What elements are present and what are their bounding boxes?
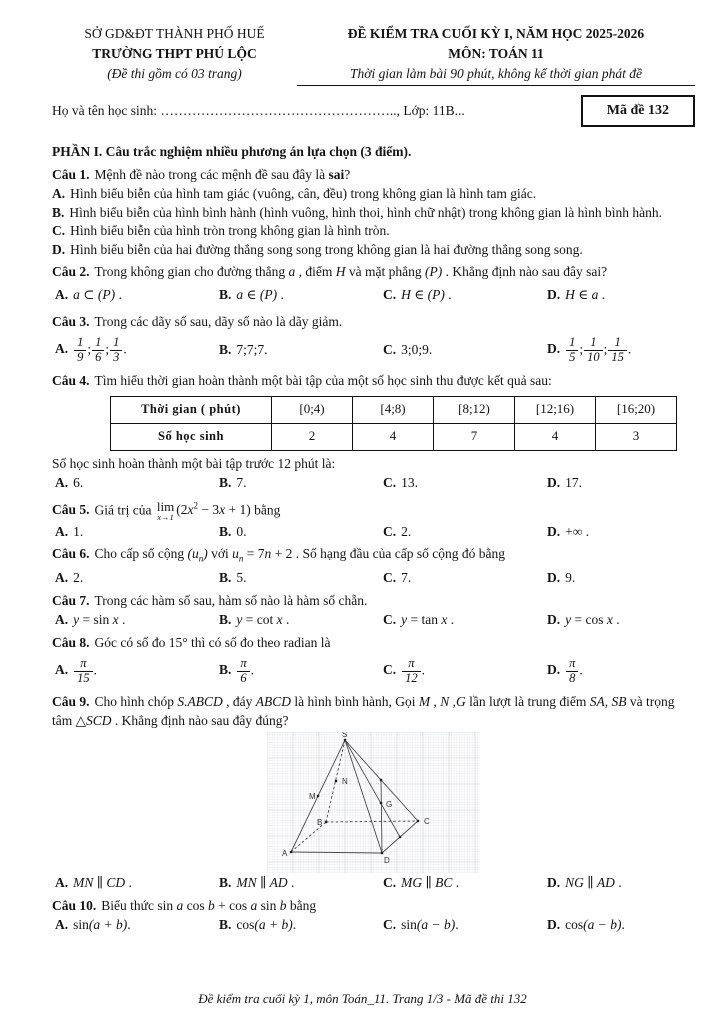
- exam-duration: Thời gian làm bài 90 phút, không kể thời gian phát đề: [297, 64, 695, 86]
- exam-code-box: Mã đề 132: [581, 95, 695, 128]
- svg-text:A: A: [282, 849, 288, 859]
- table-row: Số học sinh 2 4 7 4 3: [111, 423, 677, 450]
- question-4: [52, 372, 695, 493]
- limit-notation: lim x→1: [156, 499, 175, 523]
- question-8-stem: Câu 8. Góc có số đo 15° thì có số đo theo radian là: [52, 634, 331, 650]
- question-1-option-d: D. Hình biểu biễn của hai đường thẳng song song trong không gian là hai đường thẳng song song.: [52, 241, 583, 257]
- question-10-option-b: B. cos(a + b).: [219, 917, 297, 933]
- question-7-option-b: B. y = cot x .: [219, 612, 290, 628]
- student-name-line: Họ và tên học sinh: …………………………………………….., Lớp: 11B...: [52, 102, 465, 118]
- question-5-stem: Câu 5. Giá trị của lim x→1 $(2x^2 - 3x + 1)$ bằng: [52, 499, 281, 523]
- question-4-option-c: C. 13.: [383, 475, 418, 490]
- question-10-stem: Câu 10. Biểu thức sin a cos b + cos a sin b bằng: [52, 897, 317, 913]
- question-6-option-b: B. 5.: [219, 570, 247, 586]
- svg-text:N: N: [342, 777, 348, 787]
- question-1-option-a: A. Hình biểu biễn của hình tam giác (vuông, cân, đều) trong không gian là hình tam giác.: [52, 186, 537, 201]
- question-9-option-b: B. MN ∥ AD .: [219, 875, 295, 891]
- question-6-option-a: A. 2.: [55, 570, 84, 586]
- question-4-option-d: D. 17.: [547, 475, 582, 490]
- question-1-stem: Câu 1. Mệnh đề nào trong các mệnh đề sau đây là sai?: [52, 166, 351, 182]
- question-10-option-a: A. sin(a + b).: [55, 917, 131, 933]
- question-2-option-a: A. a ⊂ (P) .: [55, 287, 122, 303]
- question-6-option-c: C. 7.: [383, 570, 412, 586]
- question-9-option-d: D. NG ∥ AD .: [547, 875, 622, 891]
- question-9: [52, 693, 695, 893]
- page-footer: Đề kiểm tra cuối kỳ 1, môn Toán_11. Trang 1/3 - Mã đề thi 132: [198, 990, 527, 1006]
- question-7-option-c: C. y = tan x .: [383, 612, 455, 628]
- department-name: SỞ GD&ĐT THÀNH PHỐ HUẾ: [84, 26, 265, 41]
- question-3-option-a: A. $\frac{1}{9}$ ; $\frac{1}{6}$ ; $\frac{1}{3}$ .: [55, 334, 127, 364]
- question-4-stem: Câu 4. Tìm hiểu thời gian hoàn thành một bài tập của một số học sinh thu được kết quả sau:: [52, 373, 552, 388]
- svg-text:G: G: [386, 800, 393, 810]
- question-9-stem: Câu 9. Cho hình chóp S.ABCD , đáy ABCD là hình bình hành, Gọi M , N ,G lần lượt là trung điểm SA, SB và trọng tâm △SCD . Khẳng định nào sau đây đúng?: [52, 694, 675, 728]
- question-8-option-a: A. $\frac{\pi}{15}$ .: [55, 656, 97, 685]
- pyramid-figure: [267, 732, 480, 873]
- question-5: [52, 497, 695, 542]
- question-6: [52, 545, 695, 588]
- question-8-option-d: D. $\frac{\pi}{8}$ .: [547, 656, 583, 685]
- question-7-stem: Câu 7. Trong các hàm số sau, hàm số nào là hàm số chẵn.: [52, 592, 368, 608]
- question-9-option-a: A. MN ∥ CD .: [55, 875, 132, 891]
- question-5-option-d: D. +∞ .: [547, 523, 590, 539]
- question-1-option-b: B. Hình biểu biễn của hình bình hành (hình vuông, hình thoi, hình chữ nhật) trong không gian là hình bình hành.: [52, 204, 662, 220]
- svg-text:C: C: [424, 817, 430, 827]
- question-3-option-c: C. 3;0;9.: [383, 341, 433, 357]
- question-7: [52, 592, 695, 630]
- question-8-option-b: B. $\frac{\pi}{6}$ .: [219, 656, 255, 685]
- question-4-post: Số học sinh hoàn thành một bài tập trước 12 phút là:: [52, 455, 336, 471]
- question-10-option-c: C. sin(a − b).: [383, 917, 459, 933]
- question-4-option-b: B. 7.: [219, 475, 247, 490]
- question-3: [52, 313, 695, 369]
- question-7-option-a: A. y = sin x .: [55, 612, 126, 628]
- question-2-option-b: B. a ∈ (P) .: [219, 287, 284, 303]
- question-5-option-a: A. 1.: [55, 523, 84, 539]
- question-4-option-a: A. 6.: [55, 475, 84, 490]
- question-3-stem: Câu 3. Trong các dãy số sau, dãy số nào là dãy giảm.: [52, 313, 343, 329]
- q9-figure-svg: [267, 732, 480, 873]
- question-8: [52, 634, 695, 690]
- question-10-option-d: D. cos(a − b).: [547, 917, 625, 933]
- pages-note: (Đề thi gồm có 03 trang): [107, 66, 242, 81]
- svg-text:S: S: [342, 732, 348, 740]
- question-5-option-b: B. 0.: [219, 523, 247, 539]
- exam-subject: MÔN: TOÁN 11: [448, 46, 544, 61]
- table-row: Thời gian ( phút) [0;4) [4;8) [8;12) [12;16) [16;20): [111, 396, 677, 423]
- question-2: [52, 263, 695, 309]
- question-6-option-d: D. 9.: [547, 570, 576, 586]
- svg-text:B: B: [317, 818, 323, 828]
- question-3-option-d: D. $\frac{1}{5}$ ; $\frac{1}{10}$ ; $\frac{1}{15}$ .: [547, 334, 632, 364]
- question-7-option-d: D. y = cos x .: [547, 612, 620, 628]
- question-1: [52, 166, 695, 260]
- question-2-option-d: D. H ∈ a .: [547, 287, 606, 303]
- exam-header: [52, 24, 695, 86]
- part1-heading: PHẦN I. Câu trắc nghiệm nhiều phương án lựa chọn (3 điểm).: [52, 144, 412, 159]
- question-6-stem: Câu 6. Cho cấp số cộng $(u_n)$ với $u_n = 7n + 2$ . Số hạng đầu của cấp số cộng đó bằng: [52, 546, 505, 564]
- svg-text:M: M: [309, 792, 316, 802]
- student-row: [52, 93, 695, 129]
- question-3-option-b: B. 7;7;7.: [219, 341, 268, 357]
- svg-text:D: D: [384, 856, 390, 866]
- question-label: Câu 1.: [52, 166, 90, 182]
- question-5-option-c: C. 2.: [383, 523, 412, 539]
- frequency-table: [110, 396, 677, 451]
- question-8-option-c: C. $\frac{\pi}{12}$ .: [383, 656, 425, 685]
- question-9-option-c: C. MG ∥ BC .: [383, 875, 460, 891]
- question-10: [52, 897, 695, 935]
- header-school-block: [52, 24, 297, 86]
- question-1-option-c: C. Hình biểu biễn của hình tròn trong không gian là hình tròn.: [52, 223, 390, 238]
- header-exam-block: [297, 24, 695, 86]
- exam-title: ĐỀ KIỂM TRA CUỐI KỲ I, NĂM HỌC 2025-2026: [347, 26, 645, 41]
- question-2-stem: Câu 2. Trong không gian cho đường thẳng a , điểm H và mặt phẳng (P) . Khẳng định nào sau đây sai?: [52, 264, 608, 279]
- question-2-option-c: C. H ∈ (P) .: [383, 287, 452, 303]
- school-name: TRƯỜNG THPT PHÚ LỘC: [92, 46, 257, 61]
